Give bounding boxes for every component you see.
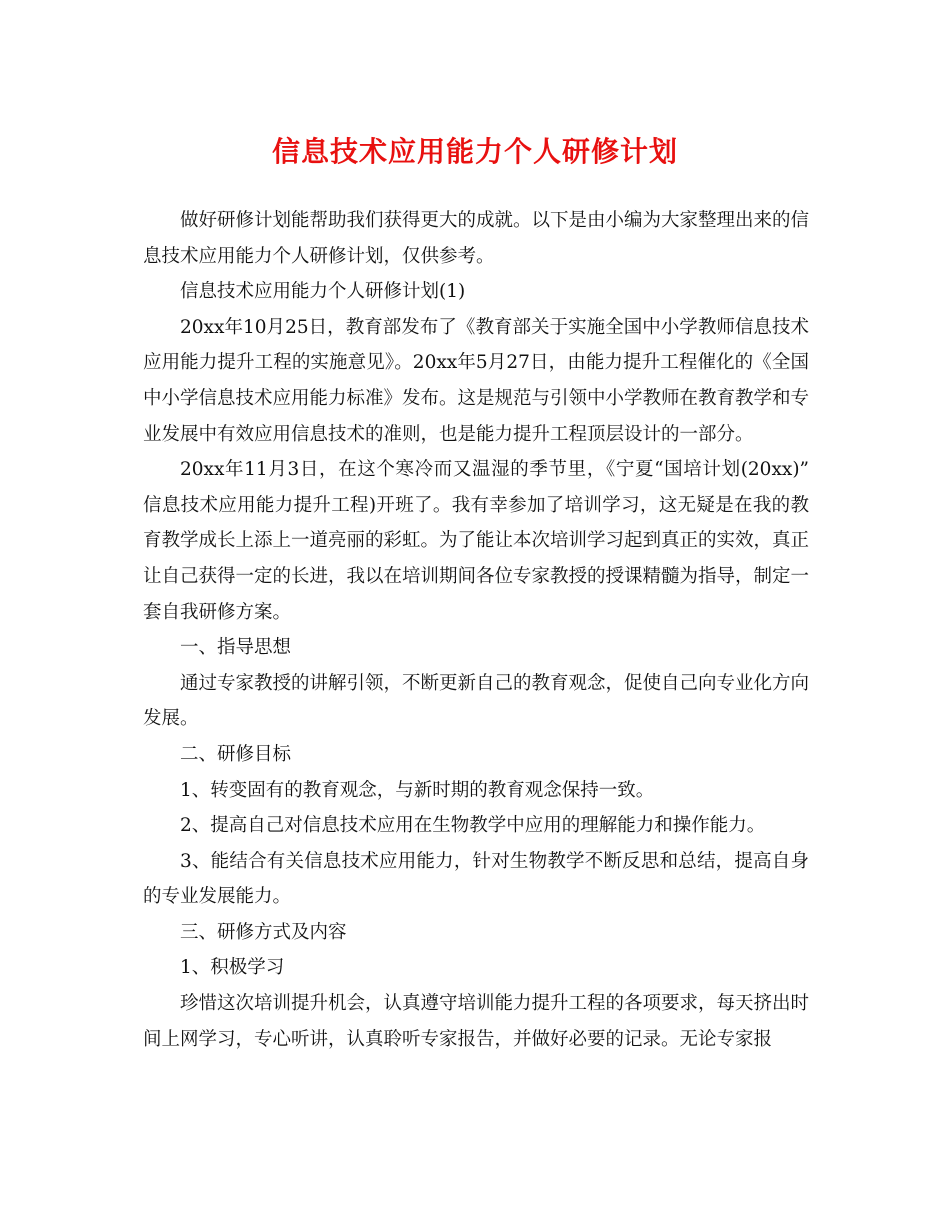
paragraph-intro: 做好研修计划能帮助我们获得更大的成就。以下是由小编为大家整理出来的信息技术应用能力个人研修计划，仅供参考。 (143, 210, 810, 267)
goal-item-3: 3、能结合有关信息技术应用能力，针对生物教学不断反思和总结，提高自身的专业发展能力。 (143, 850, 809, 908)
method-heading-1: 1、积极学习 (180, 957, 285, 979)
document-title: 信息技术应用能力个人研修计划 (271, 135, 678, 168)
paragraph-active-learning: 珍惜这次培训提升机会，认真遵守培训能力提升工程的各项要求，每天挤出时间上网学习，专心听讲，认真聆听专家报告，并做好必要的记录。无论专家报 (143, 993, 810, 1050)
paragraph-subtitle: 信息技术应用能力个人研修计划(1) (180, 281, 466, 303)
paragraph-guiding-thought: 通过专家教授的讲解引领，不断更新自己的教育观念，促使自己向专业化方向发展。 (143, 672, 810, 730)
paragraph-background: 20xx年10月25日，教育部发布了《教育部关于实施全国中小学教师信息技术应用能力提升工程的实施意见》。20xx年5月27日，由能力提升工程催化的《全国中小学信息技术应用能力标准》发布。这是规范与引领中小学教师在教育教学和专业发展中有效应用信息技术的准则，也是能力提升工程顶层设计的一部分。 (143, 316, 810, 445)
paragraph-training: 20xx年11月3日，在这个寒冷而又温湿的季节里，《宁夏“国培计划(20xx)”信息技术应用能力提升工程)开班了。我有幸参加了培训学习，这无疑是在我的教育教学成长上添上一道亮丽的彩虹。为了能让本次培训学习起到真正的实效，真正让自己获得一定的长进，我以在培训期间各位专家教授的授课精髓为指导，制定一套自我研修方案。 (143, 459, 810, 623)
section-heading-goals: 二、研修目标 (180, 743, 292, 765)
goal-item-1: 1、转变固有的教育观念，与新时期的教育观念保持一致。 (180, 779, 655, 801)
section-heading-methods: 三、研修方式及内容 (180, 921, 347, 943)
document-body (143, 203, 809, 1057)
section-heading-guiding-thought: 一、指导思想 (180, 637, 292, 659)
goal-item-2: 2、提高自己对信息技术应用在生物教学中应用的理解能力和操作能力。 (180, 815, 766, 837)
